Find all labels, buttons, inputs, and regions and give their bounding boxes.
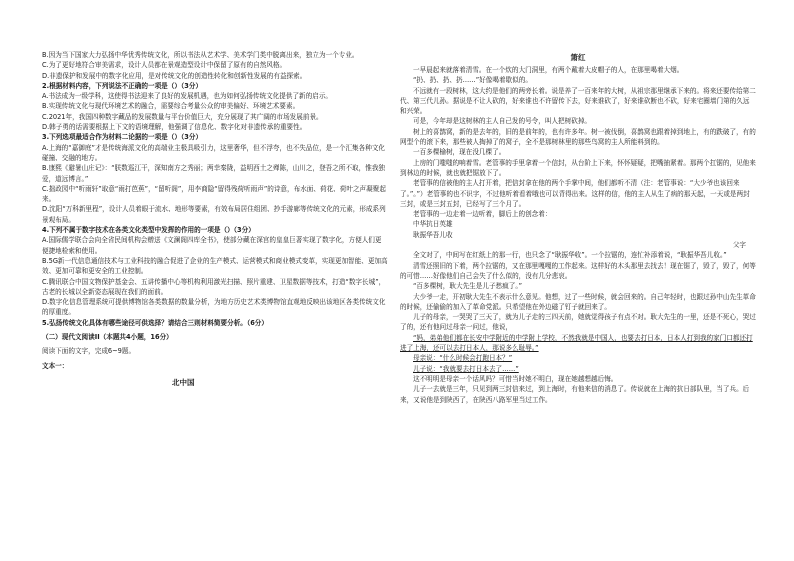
left-paragraph: A.上海的“嘉御庭”才是传统海派文化的高端业主极具吸引力，这里奢华，但不浮夸，也不失品位，是一个汇集各种文化碰撞、交融的地方。: [42, 143, 386, 162]
left-paragraph: B.实现传统文化与现代环境艺术的融合，需要综合考量公众的审美偏好、环境艺术要素。: [42, 102, 300, 111]
right-paragraph: 老管事的信被他的主人打开着，把信封拿在他的两个手掌中间，他们都听不清（注：老管事说：“大少爷也该回来了。”。”）老管事的也不识字，不过他听着看着哦也可以背得出来。这样的信，他的主人从生了病的那天起，一天或是两封三封，或是三封五封，已经写了三个月了。: [400, 179, 750, 208]
left-paragraph: A.书法成为一级学科，这使得书法迎来了良好的发展机遇，也为如何弘扬传统文化提供了新的启示。: [42, 92, 333, 101]
left-paragraph: B.5G新一代信息通信技术与工业科技的融合促进了企业的生产模式、运营模式和商业模式变革，实现更加智能、更加高效、更加可靠和更安全的工业控制。: [42, 256, 388, 276]
right-paragraph: 大少爷一走，开初耿大先生不表示什么意见。他想，过了一些时候，就会回来的。自己年轻时，也跟过孙中山先生革命的时候，还偷偷的加入了革命党派。只希望他在外边磁了钉子就回来了。: [400, 292, 756, 311]
right-paragraph: 清雪还照旧的下着，两个拉锯的，又在那里嘎嘎的工作起来。这样好的木头那里去找去！现在锯了，毁了，毁了，何等的可惜……好像他们自己会失了什么似的，没有几分悲哀。: [400, 261, 756, 280]
right-paragraph: “百多棵树，耿大先生是儿子愁疯了。”: [413, 282, 523, 291]
right-paragraph: “妈，弟弟他们都在长安中学附近的中学附上学校，不然我就是中国人，也要去打日本，日本人打到我的家门口都还打进了上海，还可以去打日本人，那说多么耻辱。”: [400, 333, 753, 353]
right-paragraph: 老管事的一边走着一边听着，脚后上的创念着：: [413, 210, 552, 219]
left-paragraph: D.韩子勇的话需要根据上下文的语境理解，他强调了信息化、数字化对非遗传承的重要性。: [42, 123, 307, 132]
right-paragraph: 全文对了，中间写在红纸上的那一行，也只念了“耿振华收”。一个拉锯的，连忙补添着说，“耿振华吾儿收。”: [413, 251, 727, 260]
right-paragraph: 这不明明是母亲一个话风吗？可惜当时她不明白，现在她越想越后悔。: [413, 374, 618, 383]
right-paragraph: 父字: [732, 241, 746, 250]
right-paragraph: 儿子一去就是三年，只见到两三封信来过，到上海时，有他来信的消息了。传说就在上海的抗日部队里，当了兵。后来，又说他是到陕西了，在陕西八路军里当过工作。: [400, 385, 750, 404]
left-paragraph: A.国际儒学联合会向全省民间机构会赠送《文澜阁四库全书》，使部分藏在深宫的皇皇巨著实现了数字化，方便人们更便捷地检索和使用。: [42, 236, 382, 255]
story-body: [400, 65, 756, 405]
left-paragraph: 阅读下面的文字，完成6~9题。: [42, 347, 136, 356]
left-paragraph: 2.根据材料内容，下列说法不正确的一项是（）（3分）: [42, 81, 203, 90]
left-paragraph: D.沈阳“万科新里程”，设计人员着眼于流水、地形等要素，有效布局居住组团、抄手游廊等传统文化的元素，形成系列景观布局。: [42, 205, 386, 224]
right-paragraph: 中华抗日英雄: [413, 220, 453, 229]
left-paragraph: B.因为当下国家大力弘扬中华优秀传统文化，所以书法从艺术学、美术学门类中脱离出来，独立为一个专业。: [42, 51, 359, 59]
left-paragraph: B.康熙《避暑山庄记》：“朕数巡江干，深知南方之秀丽；两幸秦陇，益明西土之殚陈，山川之，登吾之所不取，惟我独爱，道远博言。”: [42, 164, 386, 183]
right-paragraph: 儿子说：“我就要去打日本去了……”: [413, 364, 519, 373]
left-column: [42, 50, 388, 388]
left-paragraph: C.2021年，我国四种数字藏品的发展数量与平台价值巨大，充分展现了其广阔的市场发展前景。: [42, 112, 323, 121]
left-paragraph: 文本一：: [42, 361, 69, 370]
left-paragraph: 5.弘扬传统文化具体有哪些途径可供选择？请结合三则材料简要分析。（6分）: [42, 318, 268, 327]
right-paragraph: 一百多棵榆树，现在没几棵了。: [413, 148, 506, 157]
right-paragraph: 一早晨起来就落着清雪。在一个炊的大门洞里，有两个戴着大皮帽子的人，在那里喝着大烟。: [413, 66, 684, 74]
right-paragraph: 母亲说：“什么时候会打跑日本？”: [413, 354, 513, 363]
story-title: 箫红: [570, 53, 586, 62]
right-paragraph: 不远就有一段树林，这大约是他们的两旁长着。说是养了一百来年的大树，从祖宗那里继承下来的。将来还要传给第二代、第三代儿孙。据说是不让人砍的，好来谁也不许留传下去，好来谁砍了，好来谁砍断也不砍，好来宅圈墙门第的久远和兴荣。: [400, 86, 756, 116]
right-paragraph: 可是，今年却是这树林的主人自己发的号令，叫人把树砍掉。: [413, 117, 592, 126]
left-paragraph: 3.下列选项最适合作为材料二论据的一项是（）（3分）: [42, 133, 203, 142]
left-paragraph: （二）现代文阅读II（本题共4小题，16分）: [42, 333, 173, 342]
right-paragraph: 耿振华吾儿收: [413, 230, 453, 239]
left-paragraph: C.腾讯联合中国文物保护基金会、五讲传播中心等机构利用激光扫描、照片重建、卫星数据等技术，打造“数字长城”，古老的长城以全新姿态展现在我们的面前。: [42, 277, 386, 296]
right-column: [400, 50, 756, 405]
left-paragraph: 4.下列不属于数字技术在各类文化类型中发挥的作用的一项是（）（3分）: [42, 226, 255, 235]
right-paragraph: 树上的喜鹊窝，新的是去年的，旧的是前年的，也有许多年。树一被伐倒，喜鹊窝也跟着掉到地上，有的跌破了，有的网型个的滚下来，那些被人掏掉了的窝子，全不是那树林里的那些鸟窝的主人所能料到的。: [400, 127, 756, 147]
left-paragraph: D.非遗保护和发展中的数字化应用，是对传统文化的创造性转化和创新性发展的有益探索。: [42, 71, 307, 80]
left-paragraph: C.为了更好地符合审美需求，设计人员都在景观造型设计中保留了原有的自然风格。: [42, 61, 287, 70]
text-one-title: 北中国: [172, 377, 195, 387]
right-paragraph: “扔、扔、扔、扔……”好像喝着歇似的。: [413, 76, 532, 85]
right-paragraph: 儿子的母亲，一哭哭了三天了，就为儿子走的三四天前，她就觉得孩子有点不对。耿大先生的一里，还是不死心，哭过了的，还有他问过母亲一问过，他说，: [400, 313, 756, 332]
left-paragraph: D.数字化信息管理系统可提供博物馆各类数据的数量分析，为地方历史艺术类博物馆直观地反映出该地区各类传统文化的厚重度。: [42, 298, 386, 317]
left-paragraph: C.拙政园中“听雨轩”取意“雨打芭蕉”，“留听阁”，用李商隐“留得残荷听雨声”的诗意，布水面、荷花、荷叶之声凝聚起来。: [42, 184, 386, 204]
right-paragraph: 上房的门嗤嗤的响着雪。老管事的手里拿着一个信封，从台阶上下来，怀怀疑疑，把嘴抽紧着。那两个扛锯的，见他来到林边的时候，就也就把锯放下了。: [400, 158, 756, 177]
